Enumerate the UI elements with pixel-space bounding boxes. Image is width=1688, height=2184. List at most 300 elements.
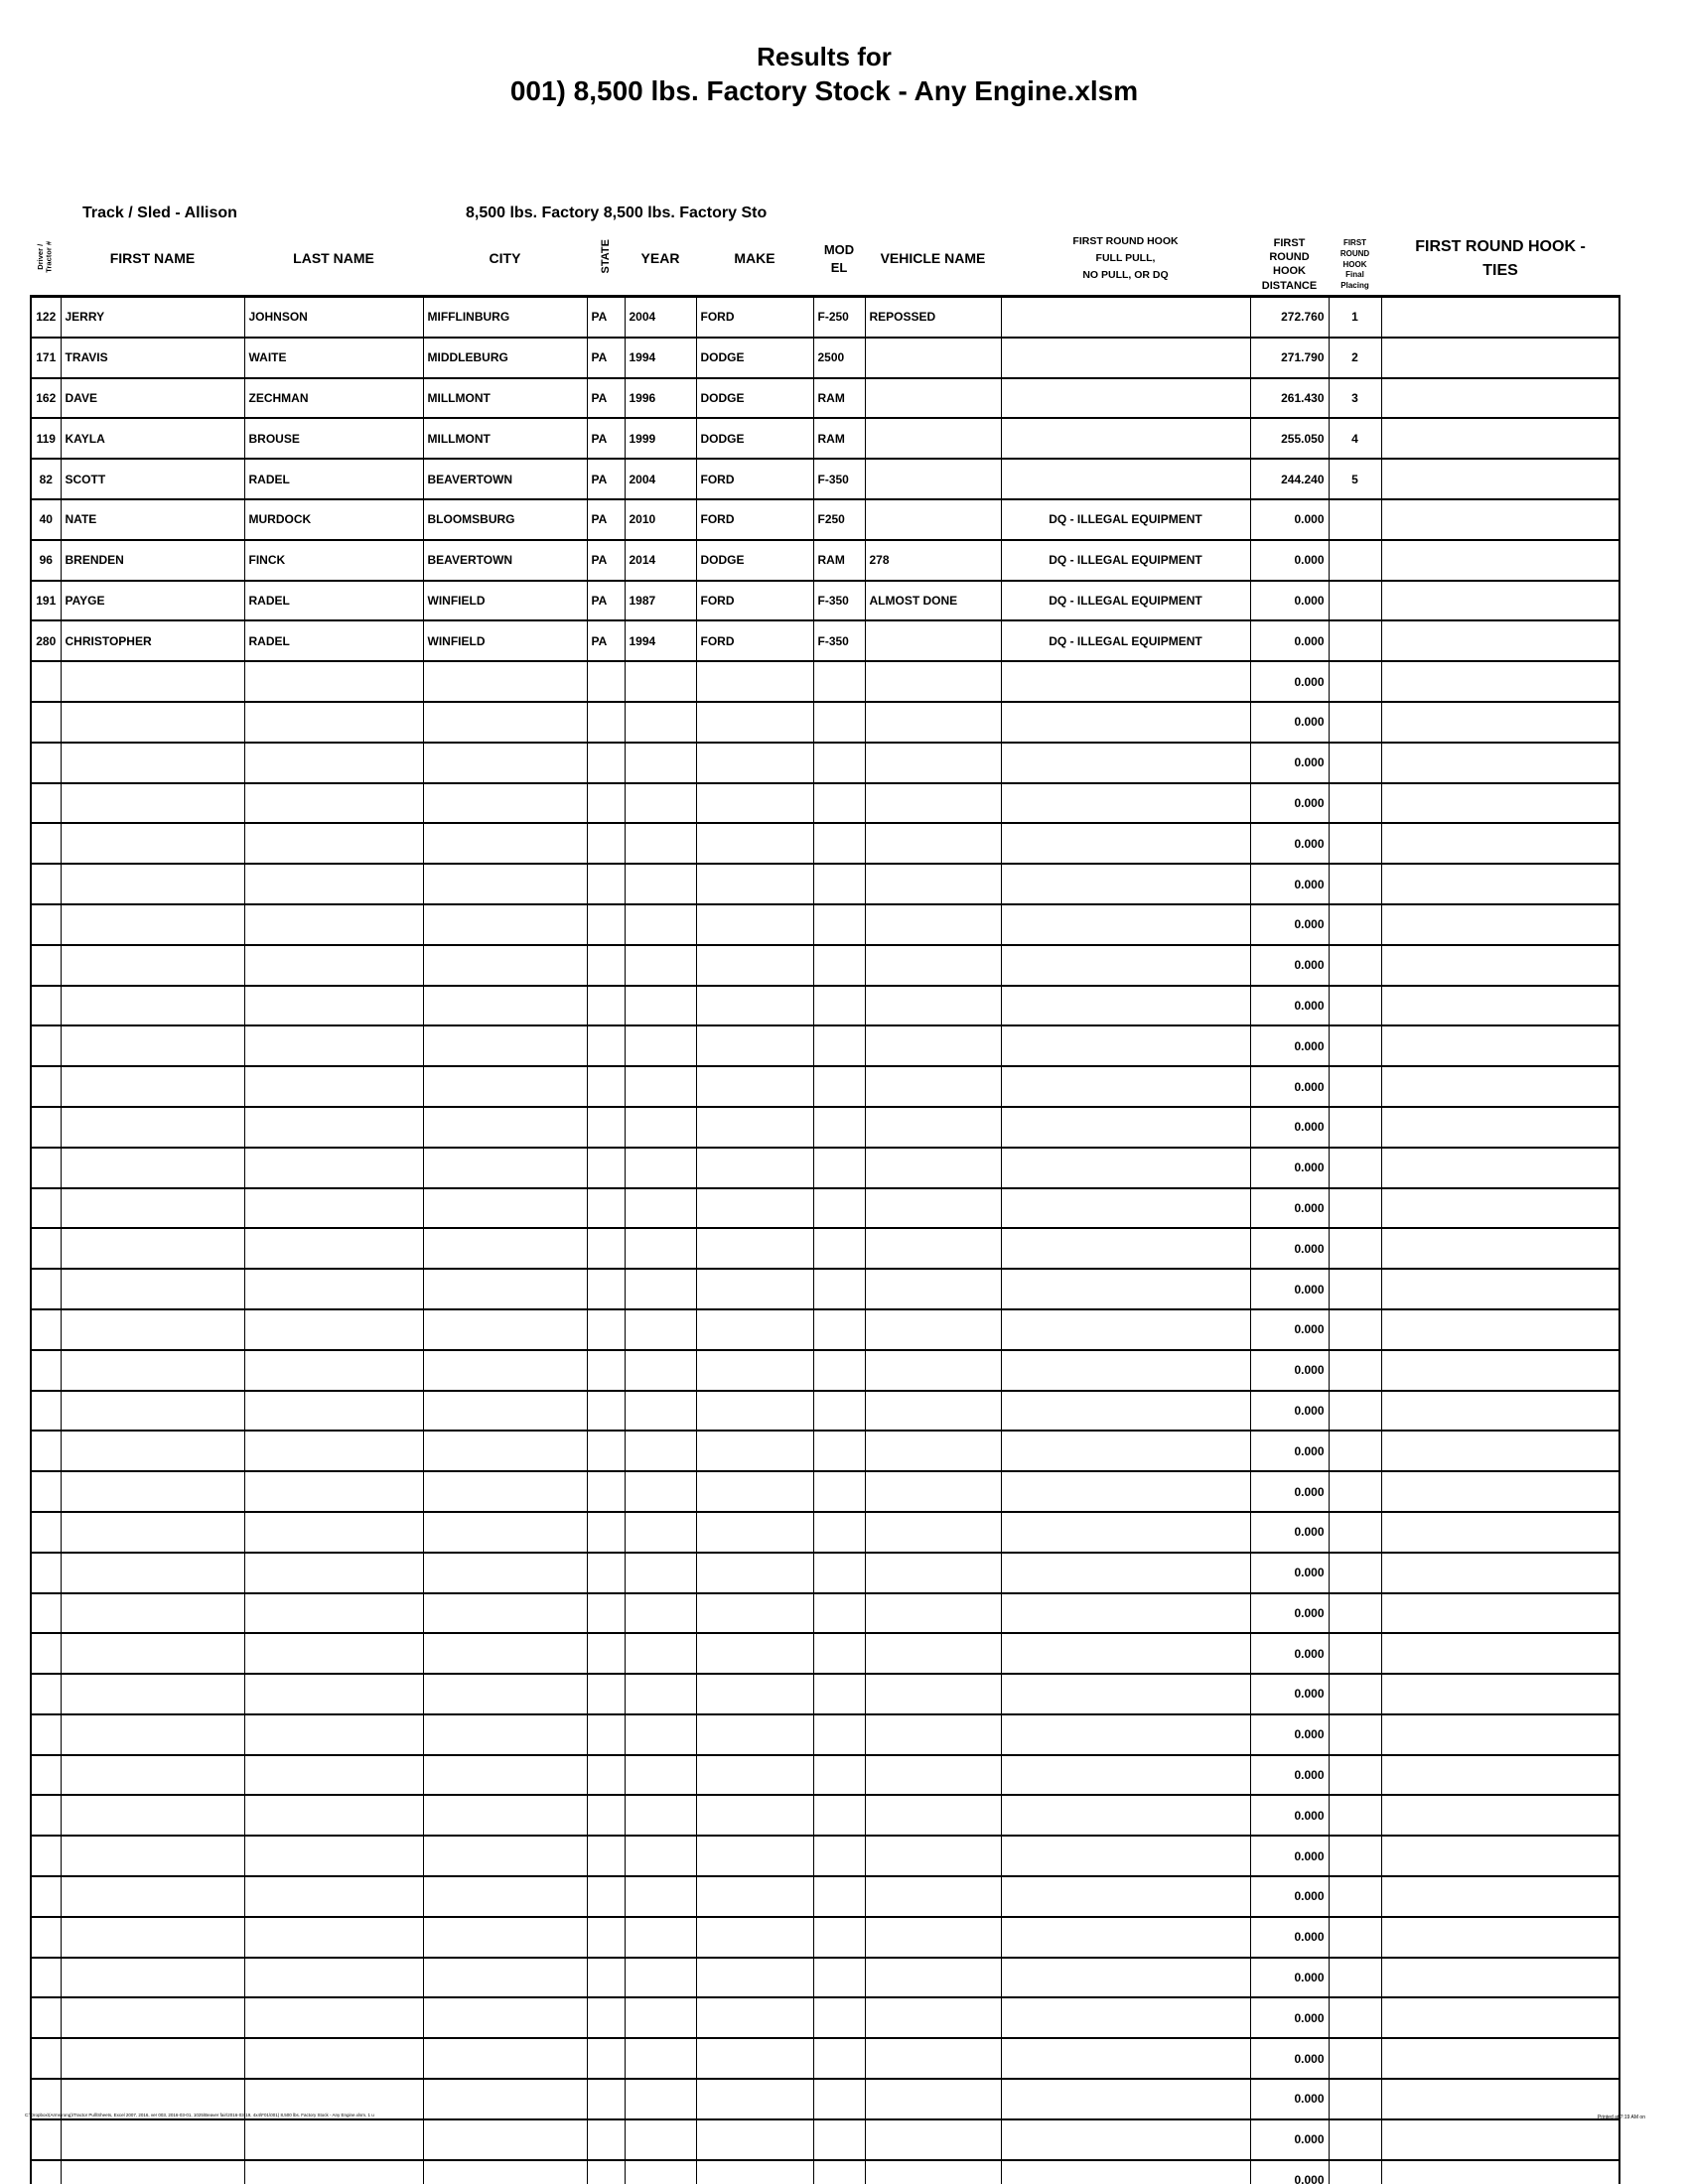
cell-first_round_ties [1381,581,1619,621]
cell-first_name [61,1795,244,1836]
cell-state [587,1025,625,1066]
cell-first_round_ties [1381,1512,1619,1553]
cell-first_name [61,1633,244,1674]
cell-first_round_distance: 0.000 [1250,702,1329,743]
cell-first_name [61,1836,244,1876]
table-row [31,945,1619,986]
cell-model [813,661,865,702]
cell-driver [31,864,61,904]
table-row [31,1997,1619,2038]
table-row [31,1795,1619,1836]
cell-first_round_ties [1381,702,1619,743]
cell-first_round_ties [1381,297,1619,338]
cell-first_round_result [1001,378,1250,419]
cell-state [587,743,625,783]
cell-first_round_distance: 0.000 [1250,823,1329,864]
cell-make [696,1997,813,2038]
cell-first_round_distance: 0.000 [1250,2079,1329,2119]
cell-city [423,1958,587,1998]
cell-driver [31,702,61,743]
cell-first_round_distance: 0.000 [1250,1836,1329,1876]
cell-first_round_placing [1329,1553,1381,1593]
cell-last_name [244,2119,423,2160]
cell-model: F-350 [813,459,865,499]
cell-state: PA [587,418,625,459]
cell-driver [31,1391,61,1432]
cell-year [625,661,696,702]
cell-make [696,904,813,945]
cell-last_name [244,1025,423,1066]
header-state: STATE [587,224,625,297]
cell-first_round_ties [1381,2119,1619,2160]
table-row [31,1714,1619,1755]
cell-last_name [244,1107,423,1148]
cell-make [696,1066,813,1107]
cell-first_round_distance: 0.000 [1250,1148,1329,1188]
cell-state [587,1391,625,1432]
cell-model [813,1674,865,1714]
table-row [31,864,1619,904]
cell-model [813,864,865,904]
cell-city [423,1674,587,1714]
table-row [31,1228,1619,1269]
cell-last_name [244,823,423,864]
cell-first_round_distance: 0.000 [1250,1066,1329,1107]
cell-first_name [61,1512,244,1553]
cell-model: F-350 [813,620,865,661]
cell-driver [31,1228,61,1269]
table-row [31,418,1619,459]
cell-year: 1987 [625,581,696,621]
header-vehicle_name: VEHICLE NAME [865,224,1001,297]
cell-first_round_distance: 0.000 [1250,864,1329,904]
cell-city [423,1876,587,1917]
cell-year [625,1228,696,1269]
cell-driver [31,945,61,986]
cell-first_round_placing [1329,540,1381,581]
header-year: YEAR [625,224,696,297]
cell-last_name: JOHNSON [244,297,423,338]
cell-first_round_ties [1381,823,1619,864]
cell-first_round_placing [1329,1269,1381,1309]
cell-year [625,864,696,904]
cell-first_name [61,702,244,743]
cell-first_round_placing: 3 [1329,378,1381,419]
cell-first_round_placing [1329,499,1381,540]
cell-model [813,945,865,986]
cell-vehicle_name [865,1836,1001,1876]
cell-year [625,1836,696,1876]
cell-city [423,1188,587,1229]
cell-vehicle_name [865,1107,1001,1148]
cell-first_round_distance: 0.000 [1250,1997,1329,2038]
cell-first_name [61,945,244,986]
cell-last_name [244,1148,423,1188]
cell-first_round_placing [1329,1148,1381,1188]
cell-state [587,1148,625,1188]
cell-first_round_distance: 261.430 [1250,378,1329,419]
cell-state [587,1836,625,1876]
cell-driver [31,823,61,864]
cell-make [696,2079,813,2119]
cell-first_name [61,1188,244,1229]
cell-first_round_ties [1381,1431,1619,1471]
cell-first_round_placing [1329,783,1381,824]
cell-last_name [244,1593,423,1634]
cell-model [813,783,865,824]
cell-first_round_ties [1381,783,1619,824]
table-row [31,620,1619,661]
cell-vehicle_name [865,2038,1001,2079]
cell-model [813,1795,865,1836]
cell-first_round_placing [1329,1107,1381,1148]
cell-first_round_placing [1329,1714,1381,1755]
cell-first_round_ties [1381,2038,1619,2079]
cell-make: DODGE [696,378,813,419]
cell-vehicle_name: REPOSSED [865,297,1001,338]
cell-model: RAM [813,418,865,459]
cell-driver [31,2038,61,2079]
cell-city [423,2038,587,2079]
cell-model [813,1391,865,1432]
cell-first_round_result [1001,1148,1250,1188]
cell-first_round_result [1001,1188,1250,1229]
cell-last_name [244,1391,423,1432]
cell-first_round_result [1001,1066,1250,1107]
cell-first_round_placing [1329,1228,1381,1269]
cell-make [696,1633,813,1674]
cell-first_round_ties [1381,1309,1619,1350]
cell-year [625,1512,696,1553]
cell-first_round_ties [1381,904,1619,945]
table-row [31,499,1619,540]
cell-make [696,1431,813,1471]
cell-driver [31,1188,61,1229]
cell-first_round_result [1001,1674,1250,1714]
cell-model [813,1633,865,1674]
cell-year: 2010 [625,499,696,540]
cell-driver [31,1958,61,1998]
page-title: Results for [757,42,892,71]
cell-last_name [244,743,423,783]
cell-state: PA [587,540,625,581]
cell-state [587,1269,625,1309]
cell-make: FORD [696,581,813,621]
cell-last_name [244,1228,423,1269]
cell-first_round_distance: 0.000 [1250,986,1329,1026]
cell-city [423,1107,587,1148]
cell-make [696,1228,813,1269]
cell-first_round_placing [1329,1025,1381,1066]
cell-first_round_ties [1381,986,1619,1026]
cell-last_name [244,986,423,1026]
cell-first_name [61,1471,244,1512]
cell-last_name [244,1431,423,1471]
cell-city [423,1633,587,1674]
cell-first_name [61,783,244,824]
cell-first_name [61,1917,244,1958]
cell-first_round_distance: 0.000 [1250,1876,1329,1917]
cell-driver [31,1674,61,1714]
cell-driver [31,1714,61,1755]
class-label: 8,500 lbs. Factory 8,500 lbs. Factory Sto [466,205,768,221]
cell-vehicle_name [865,1593,1001,1634]
cell-make [696,1391,813,1432]
cell-last_name: FINCK [244,540,423,581]
cell-driver [31,1269,61,1309]
cell-first_round_distance: 0.000 [1250,1431,1329,1471]
cell-first_round_placing [1329,620,1381,661]
cell-city [423,743,587,783]
cell-model: F-250 [813,297,865,338]
cell-state [587,1593,625,1634]
cell-city [423,986,587,1026]
cell-first_round_result [1001,1025,1250,1066]
cell-state [587,1714,625,1755]
table-row [31,1917,1619,1958]
cell-make [696,1025,813,1066]
cell-vehicle_name [865,499,1001,540]
cell-city [423,2079,587,2119]
cell-last_name: BROUSE [244,418,423,459]
cell-state [587,1066,625,1107]
cell-first_round_result: DQ - ILLEGAL EQUIPMENT [1001,499,1250,540]
cell-last_name [244,1269,423,1309]
cell-make: DODGE [696,418,813,459]
cell-first_name [61,1228,244,1269]
cell-vehicle_name [865,459,1001,499]
cell-first_round_result [1001,2119,1250,2160]
cell-model [813,2079,865,2119]
footer-printed-timestamp: Printed at 7:19 AM on [1597,2115,1645,2120]
cell-first_round_placing [1329,1188,1381,1229]
cell-make: FORD [696,459,813,499]
cell-first_round_result [1001,338,1250,378]
cell-first_round_distance: 0.000 [1250,783,1329,824]
cell-year [625,1391,696,1432]
cell-first_name [61,1025,244,1066]
cell-year: 2014 [625,540,696,581]
cell-vehicle_name [865,2079,1001,2119]
cell-driver [31,2119,61,2160]
table-body [31,297,1619,2184]
cell-first_round_ties [1381,1350,1619,1391]
cell-last_name: RADEL [244,581,423,621]
cell-state: PA [587,338,625,378]
cell-make: DODGE [696,338,813,378]
cell-first_round_placing [1329,1471,1381,1512]
cell-first_round_ties [1381,378,1619,419]
cell-last_name [244,945,423,986]
cell-vehicle_name [865,2119,1001,2160]
cell-model [813,1553,865,1593]
cell-first_round_placing [1329,2119,1381,2160]
cell-state [587,1512,625,1553]
table-row [31,378,1619,419]
cell-first_round_distance: 0.000 [1250,1025,1329,1066]
cell-first_round_distance: 271.790 [1250,338,1329,378]
cell-first_round_distance: 0.000 [1250,1391,1329,1432]
cell-city [423,1431,587,1471]
cell-state [587,1228,625,1269]
cell-last_name [244,1958,423,1998]
cell-state [587,783,625,824]
cell-driver [31,904,61,945]
cell-state [587,1350,625,1391]
cell-first_round_result [1001,1471,1250,1512]
cell-first_round_result [1001,297,1250,338]
cell-driver [31,986,61,1026]
cell-first_round_placing [1329,986,1381,1026]
cell-year [625,1350,696,1391]
cell-first_round_ties [1381,1593,1619,1634]
cell-vehicle_name [865,418,1001,459]
cell-vehicle_name [865,1148,1001,1188]
cell-first_name [61,1553,244,1593]
cell-city [423,1917,587,1958]
cell-vehicle_name [865,1025,1001,1066]
cell-city [423,823,587,864]
cell-year [625,2119,696,2160]
cell-first_name: PAYGE [61,581,244,621]
table-row [31,904,1619,945]
header-first_name: FIRST NAME [61,224,244,297]
table-row [31,1876,1619,1917]
table-row [31,661,1619,702]
cell-city [423,1148,587,1188]
cell-first_round_distance: 0.000 [1250,2160,1329,2184]
header-first_round_ties: FIRST ROUND HOOK - TIES [1381,224,1619,297]
cell-model: 2500 [813,338,865,378]
cell-first_name [61,1309,244,1350]
cell-vehicle_name [865,620,1001,661]
table-row [31,1755,1619,1796]
cell-year [625,1431,696,1471]
cell-model [813,1148,865,1188]
cell-last_name [244,1917,423,1958]
table-row [31,783,1619,824]
cell-first_round_result [1001,2160,1250,2184]
cell-first_round_result [1001,1350,1250,1391]
cell-first_round_result [1001,2038,1250,2079]
cell-make [696,1107,813,1148]
cell-vehicle_name [865,1350,1001,1391]
cell-driver [31,661,61,702]
cell-vehicle_name [865,783,1001,824]
cell-first_round_placing [1329,864,1381,904]
cell-model [813,1066,865,1107]
header-row [31,224,1619,297]
table-row [31,1431,1619,1471]
cell-last_name [244,864,423,904]
cell-first_round_placing: 5 [1329,459,1381,499]
cell-make [696,702,813,743]
header-last_name: LAST NAME [244,224,423,297]
cell-year [625,1066,696,1107]
cell-first_round_placing [1329,1917,1381,1958]
cell-first_round_result [1001,904,1250,945]
cell-make [696,743,813,783]
cell-first_name [61,1593,244,1634]
cell-year [625,904,696,945]
cell-state [587,661,625,702]
cell-year [625,1958,696,1998]
cell-city [423,1025,587,1066]
cell-year: 1996 [625,378,696,419]
cell-first_round_result [1001,661,1250,702]
cell-first_round_distance: 0.000 [1250,1593,1329,1634]
cell-vehicle_name [865,1188,1001,1229]
cell-year: 1994 [625,338,696,378]
cell-year: 2004 [625,459,696,499]
cell-vehicle_name [865,378,1001,419]
cell-vehicle_name [865,1674,1001,1714]
cell-state [587,1917,625,1958]
cell-city [423,945,587,986]
cell-first_round_ties [1381,1269,1619,1309]
cell-last_name [244,1876,423,1917]
cell-vehicle_name [865,1309,1001,1350]
cell-first_name [61,1714,244,1755]
cell-first_round_ties [1381,1795,1619,1836]
cell-city [423,2119,587,2160]
cell-year [625,702,696,743]
cell-first_round_placing [1329,1593,1381,1634]
cell-vehicle_name [865,1997,1001,2038]
table-row [31,1269,1619,1309]
cell-make [696,1269,813,1309]
cell-vehicle_name [865,743,1001,783]
cell-state [587,1633,625,1674]
cell-first_round_result [1001,418,1250,459]
cell-city: MIDDLEBURG [423,338,587,378]
cell-state [587,2119,625,2160]
cell-make [696,661,813,702]
cell-first_round_ties [1381,1107,1619,1148]
cell-first_round_result [1001,1997,1250,2038]
cell-model [813,986,865,1026]
cell-year [625,1755,696,1796]
cell-first_round_result [1001,2079,1250,2119]
cell-first_round_distance: 0.000 [1250,620,1329,661]
cell-last_name [244,1309,423,1350]
table-row [31,1025,1619,1066]
cell-first_round_placing [1329,1836,1381,1876]
cell-make [696,1471,813,1512]
cell-model [813,1309,865,1350]
cell-model: F250 [813,499,865,540]
cell-first_round_ties [1381,418,1619,459]
cell-vehicle_name [865,1512,1001,1553]
cell-last_name [244,1674,423,1714]
cell-year [625,743,696,783]
cell-city [423,1997,587,2038]
cell-city: WINFIELD [423,620,587,661]
cell-first_round_ties [1381,2160,1619,2184]
cell-vehicle_name [865,945,1001,986]
cell-driver [31,1025,61,1066]
cell-first_round_result [1001,1228,1250,1269]
cell-city [423,904,587,945]
cell-first_round_distance: 0.000 [1250,1553,1329,1593]
cell-first_name: BRENDEN [61,540,244,581]
cell-last_name [244,2038,423,2079]
cell-first_round_distance: 0.000 [1250,1795,1329,1836]
cell-first_round_distance: 255.050 [1250,418,1329,459]
cell-make [696,1714,813,1755]
cell-city [423,783,587,824]
cell-first_round_result [1001,945,1250,986]
